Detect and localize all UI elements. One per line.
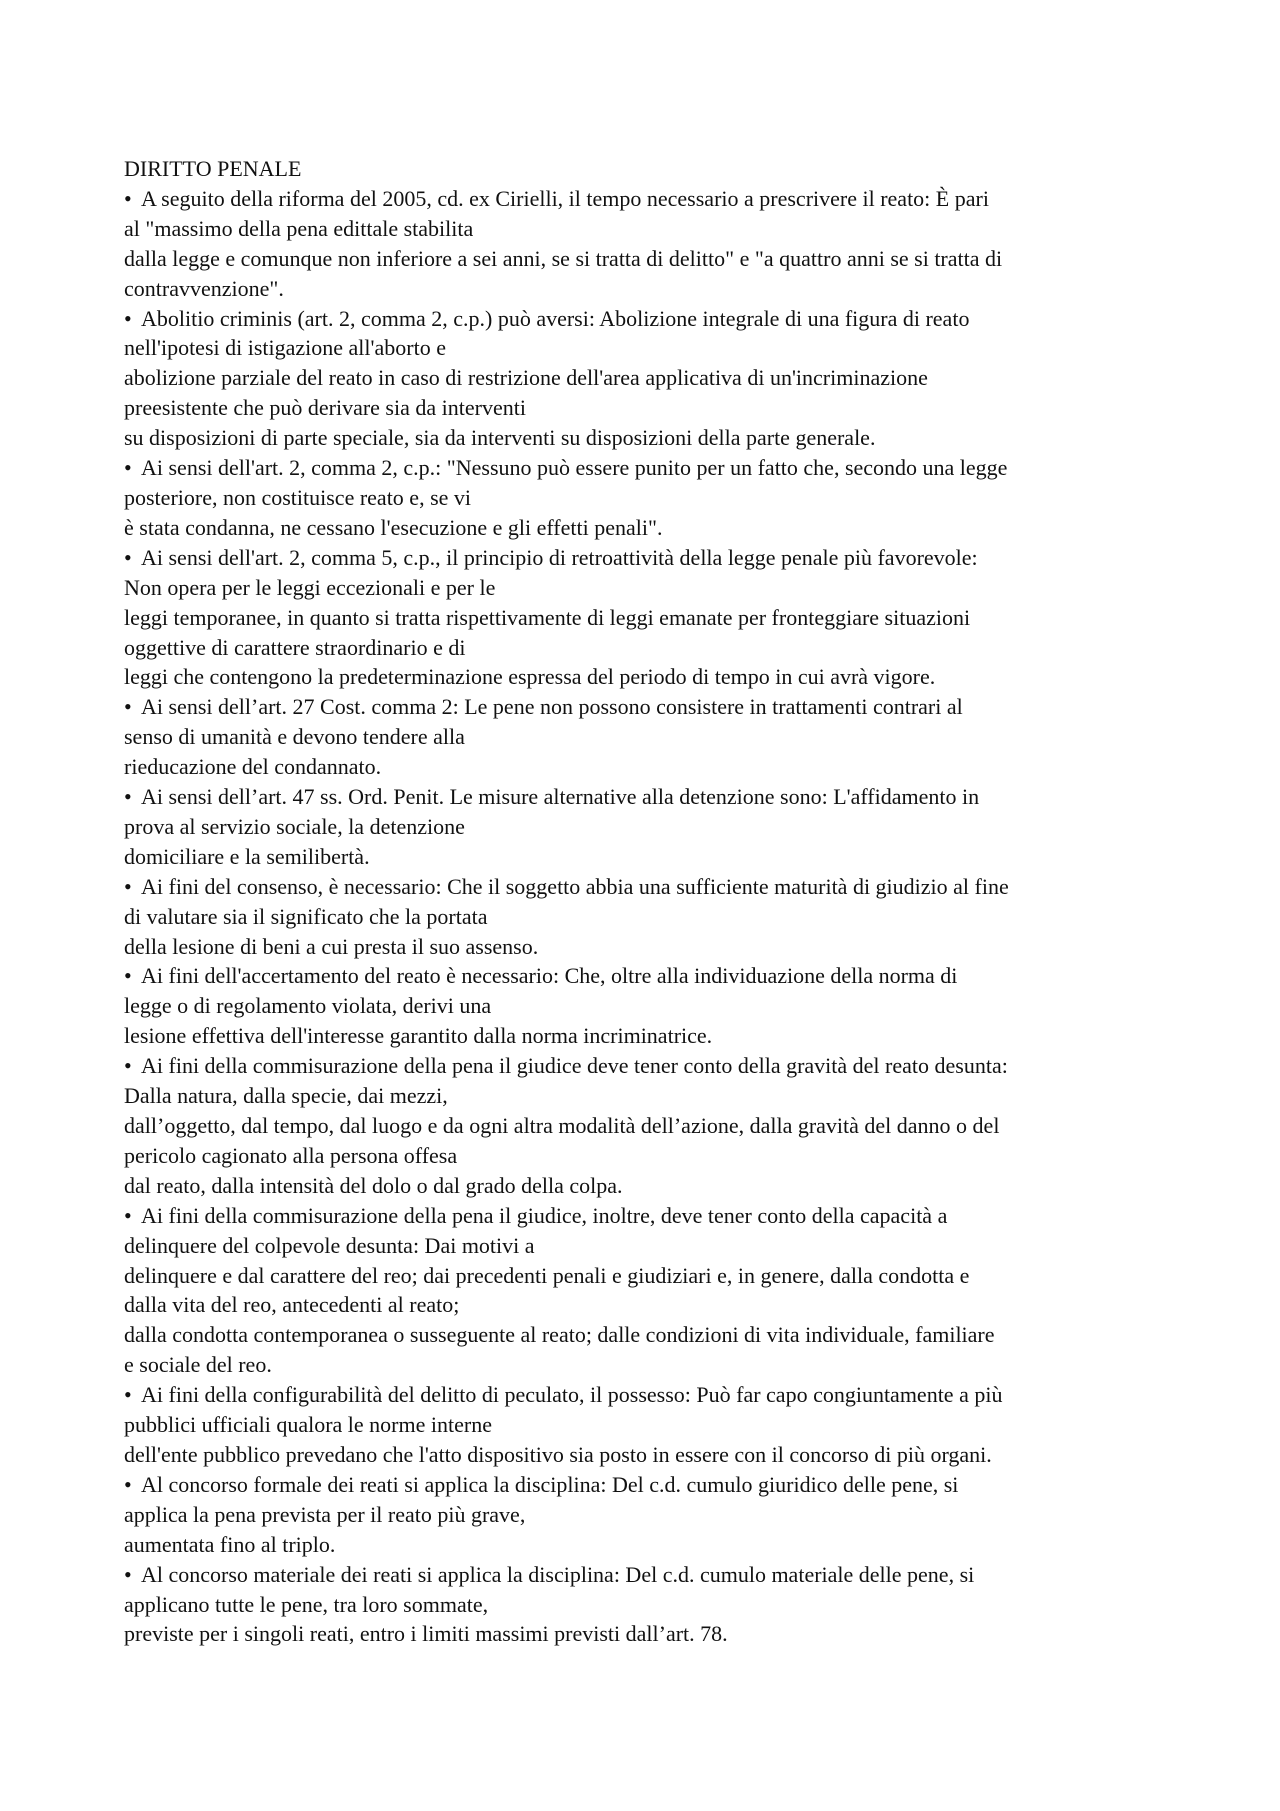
text-line — [124, 603, 1184, 633]
line-text: lesione effettiva dell'interesse garantito dalla norma incriminatrice. — [124, 1023, 713, 1049]
line-text: Ai sensi dell'art. 2, comma 5, c.p., il principio di retroattività della legge penale più favorevole: — [141, 544, 978, 570]
line-text: Ai sensi dell’art. 27 Cost. comma 2: Le pene non possono consistere in trattamenti contrari al — [141, 694, 963, 720]
line-text: pericolo cagionato alla persona offesa — [124, 1142, 458, 1168]
line-text: dell'ente pubblico prevedano che l'atto dispositivo sia posto in essere con il concorso di più organi. — [124, 1441, 992, 1467]
text-line — [124, 543, 1184, 573]
line-text: Ai fini della commisurazione della pena il giudice, inoltre, deve tener conto della capacità a — [141, 1202, 948, 1228]
line-text: Al concorso materiale dei reati si applica la disciplina: Del c.d. cumulo materiale delle pene, si — [141, 1561, 975, 1587]
line-text: della lesione di beni a cui presta il suo assenso. — [124, 933, 539, 959]
bullet-icon: • — [124, 544, 132, 570]
bullet-icon: • — [124, 455, 132, 481]
bullet-icon: • — [124, 694, 132, 720]
text-line — [124, 692, 1184, 722]
line-text: senso di umanità e devono tendere alla — [124, 724, 465, 750]
line-text: applicano tutte le pene, tra loro sommate, — [124, 1591, 489, 1617]
bullet-icon: • — [124, 1053, 132, 1079]
line-text: dal reato, dalla intensità del dolo o dal grado della colpa. — [124, 1172, 623, 1198]
line-text: dalla vita del reo, antecedenti al reato; — [124, 1292, 460, 1318]
list-item — [124, 304, 1184, 454]
text-line — [124, 1231, 1184, 1261]
line-text: Non opera per le leggi eccezionali e per le — [124, 574, 496, 600]
text-line — [124, 782, 1184, 812]
text-line — [124, 393, 1184, 423]
line-text: Ai fini della commisurazione della pena il giudice deve tener conto della gravità del reato desunta: — [141, 1053, 1008, 1079]
line-text: previste per i singoli reati, entro i limiti massimi previsti dall’art. 78. — [124, 1621, 728, 1647]
text-line — [124, 1590, 1184, 1620]
bullet-icon: • — [124, 873, 132, 899]
text-line — [124, 1320, 1184, 1350]
text-line — [124, 214, 1184, 244]
document-page — [124, 154, 1184, 1649]
text-line — [124, 573, 1184, 603]
line-text: Ai sensi dell’art. 47 ss. Ord. Penit. Le misure alternative alla detenzione sono: L'affidamento in — [141, 784, 980, 810]
line-text: preesistente che può derivare sia da interventi — [124, 395, 526, 421]
line-text: delinquere del colpevole desunta: Dai motivi a — [124, 1232, 535, 1258]
bullet-icon: • — [124, 1202, 132, 1228]
line-text: dalla legge e comunque non inferiore a sei anni, se si tratta di delitto" e "a quattro anni se si tratta di — [124, 245, 1003, 271]
line-text: abolizione parziale del reato in caso di restrizione dell'area applicativa di un'incriminazione — [124, 365, 928, 391]
text-line — [124, 1051, 1184, 1081]
text-line — [124, 1171, 1184, 1201]
text-line — [124, 423, 1184, 453]
line-text: di valutare sia il significato che la portata — [124, 903, 488, 929]
line-text: Al concorso formale dei reati si applica la disciplina: Del c.d. cumulo giuridico delle pene, si — [141, 1471, 959, 1497]
line-text: Ai fini del consenso, è necessario: Che il soggetto abbia una sufficiente maturità di giudizio al fine — [141, 873, 1009, 899]
text-line — [124, 752, 1184, 782]
text-line — [124, 1410, 1184, 1440]
list-item — [124, 1201, 1184, 1380]
list-item — [124, 543, 1184, 693]
bullet-icon: • — [124, 305, 132, 331]
text-line — [124, 244, 1184, 274]
list-item — [124, 184, 1184, 304]
list-item — [124, 872, 1184, 962]
list-item — [124, 453, 1184, 543]
line-text: leggi temporanee, in quanto si tratta rispettivamente di leggi emanate per fronteggiare situazioni — [124, 604, 971, 630]
line-text: Ai fini dell'accertamento del reato è necessario: Che, oltre alla individuazione della norma di — [141, 963, 958, 989]
line-text: leggi che contengono la predeterminazione espressa del periodo di tempo in cui avrà vigore. — [124, 664, 936, 690]
line-text: è stata condanna, ne cessano l'esecuzione e gli effetti penali". — [124, 514, 663, 540]
line-text: Ai sensi dell'art. 2, comma 2, c.p.: "Nessuno può essere punito per un fatto che, secondo una legge — [141, 455, 1008, 481]
line-text: pubblici ufficiali qualora le norme interne — [124, 1412, 492, 1438]
line-text: Ai fini della configurabilità del delitto di peculato, il possesso: Può far capo congiuntamente a più — [141, 1382, 1003, 1408]
text-line — [124, 1380, 1184, 1410]
text-line — [124, 1261, 1184, 1291]
line-text: oggettive di carattere straordinario e di — [124, 634, 466, 660]
line-text: prova al servizio sociale, la detenzione — [124, 813, 465, 839]
line-text: A seguito della riforma del 2005, cd. ex Cirielli, il tempo necessario a prescrivere il reato: È pari — [141, 185, 989, 211]
text-line — [124, 1560, 1184, 1590]
text-line — [124, 363, 1184, 393]
list-item — [124, 1380, 1184, 1470]
text-line — [124, 1290, 1184, 1320]
line-text: Dalla natura, dalla specie, dai mezzi, — [124, 1083, 448, 1109]
list-item — [124, 961, 1184, 1051]
line-text: applica la pena prevista per il reato più grave, — [124, 1501, 526, 1527]
text-line — [124, 274, 1184, 304]
line-text: legge o di regolamento violata, derivi una — [124, 993, 492, 1019]
text-line — [124, 333, 1184, 363]
text-line — [124, 722, 1184, 752]
text-line — [124, 633, 1184, 663]
bullet-icon: • — [124, 185, 132, 211]
list-item — [124, 1051, 1184, 1201]
line-text: al "massimo della pena edittale stabilita — [124, 215, 474, 241]
text-line — [124, 902, 1184, 932]
text-line — [124, 1350, 1184, 1380]
line-text: nell'ipotesi di istigazione all'aborto e — [124, 335, 446, 361]
text-line — [124, 872, 1184, 902]
bullet-icon: • — [124, 1471, 132, 1497]
list-item — [124, 1560, 1184, 1650]
text-line — [124, 662, 1184, 692]
text-line — [124, 1111, 1184, 1141]
line-text: dall’oggetto, dal tempo, dal luogo e da ogni altra modalità dell’azione, dalla gravità del danno o del — [124, 1113, 1000, 1138]
list-item — [124, 1470, 1184, 1560]
text-line — [124, 1619, 1184, 1649]
text-line — [124, 991, 1184, 1021]
text-line — [124, 1470, 1184, 1500]
text-line — [124, 1530, 1184, 1560]
line-text: contravvenzione". — [124, 275, 284, 301]
bullet-icon: • — [124, 1382, 132, 1408]
line-text: dalla condotta contemporanea o susseguente al reato; dalle condizioni di vita individuale, familiare — [124, 1322, 995, 1348]
text-line — [124, 513, 1184, 543]
text-line — [124, 1141, 1184, 1171]
line-text: aumentata fino al triplo. — [124, 1531, 336, 1557]
text-line — [124, 1500, 1184, 1530]
line-text: posteriore, non costituisce reato e, se vi — [124, 484, 472, 510]
bullet-icon: • — [124, 784, 132, 810]
text-line — [124, 842, 1184, 872]
text-line — [124, 1201, 1184, 1231]
bullet-icon: • — [124, 1561, 132, 1587]
text-line — [124, 812, 1184, 842]
bullet-icon: • — [124, 963, 132, 989]
text-line — [124, 184, 1184, 214]
line-text: domiciliare e la semilibertà. — [124, 843, 370, 869]
text-line — [124, 304, 1184, 334]
list-item — [124, 692, 1184, 782]
list-item — [124, 782, 1184, 872]
line-text: delinquere e dal carattere del reo; dai precedenti penali e giudiziari e, in genere, dalla condotta e — [124, 1262, 970, 1288]
line-text: Abolitio criminis (art. 2, comma 2, c.p.) può aversi: Abolizione integrale di una figura di reato — [141, 305, 970, 331]
text-line — [124, 1440, 1184, 1470]
document-title: DIRITTO PENALE — [124, 156, 302, 181]
text-line — [124, 961, 1184, 991]
text-line — [124, 483, 1184, 513]
text-line — [124, 1021, 1184, 1051]
text-line — [124, 453, 1184, 483]
bullet-list — [124, 184, 1184, 1649]
line-text: e sociale del reo. — [124, 1352, 272, 1378]
text-line — [124, 1081, 1184, 1111]
line-text: su disposizioni di parte speciale, sia da interventi su disposizioni della parte generale. — [124, 425, 876, 451]
text-line — [124, 932, 1184, 962]
line-text: rieducazione del condannato. — [124, 754, 382, 780]
